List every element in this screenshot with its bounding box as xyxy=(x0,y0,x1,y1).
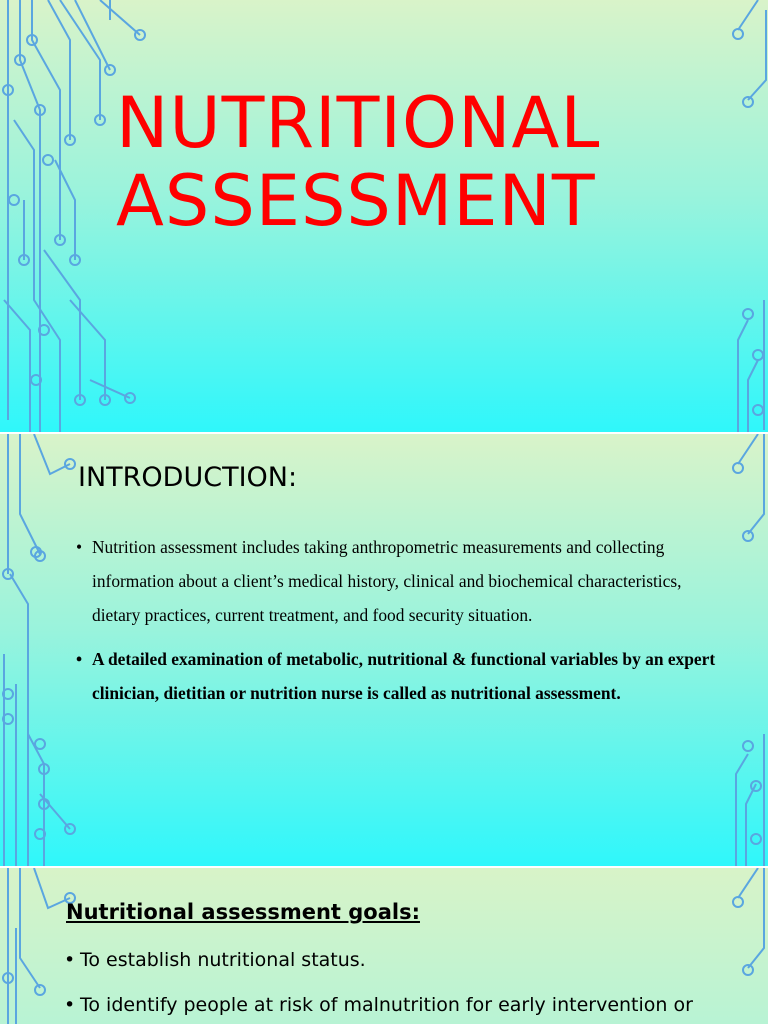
goals-bullet-list xyxy=(64,948,764,1024)
bullet-text: Nutrition assessment includes taking anthropometric measurements and collecting information about a client’s medical history, clinical and biochemical characteristics, dietary practices, current treatment, and food security situation. xyxy=(92,537,682,625)
bullet-icon: • xyxy=(76,649,83,669)
slide-goals xyxy=(0,868,768,1024)
list-item xyxy=(64,948,764,972)
title-line-2: ASSESSMENT xyxy=(116,160,596,242)
list-item xyxy=(64,993,764,1017)
title-line-1: NUTRITIONAL xyxy=(116,82,601,164)
list-item xyxy=(76,530,726,632)
goals-heading: Nutritional assessment goals: xyxy=(66,900,420,924)
bullet-text: To identify people at risk of malnutrition for early intervention or xyxy=(80,994,693,1016)
introduction-heading: INTRODUCTION: xyxy=(78,462,298,493)
circuit-decoration-right xyxy=(708,0,768,432)
slide-title-text xyxy=(116,84,600,240)
bullet-icon: • xyxy=(64,994,76,1016)
slide-introduction xyxy=(0,434,768,866)
introduction-bullet-list xyxy=(76,530,726,710)
bullet-icon: • xyxy=(64,949,76,971)
bullet-icon: • xyxy=(76,537,83,557)
list-item xyxy=(76,642,726,710)
slide-title xyxy=(0,0,768,432)
bullet-text: A detailed examination of metabolic, nutritional & functional variables by an expert clinician, dietitian or nutrition nurse is called as nutritional assessment. xyxy=(92,649,716,703)
bullet-text: To establish nutritional status. xyxy=(80,949,366,971)
